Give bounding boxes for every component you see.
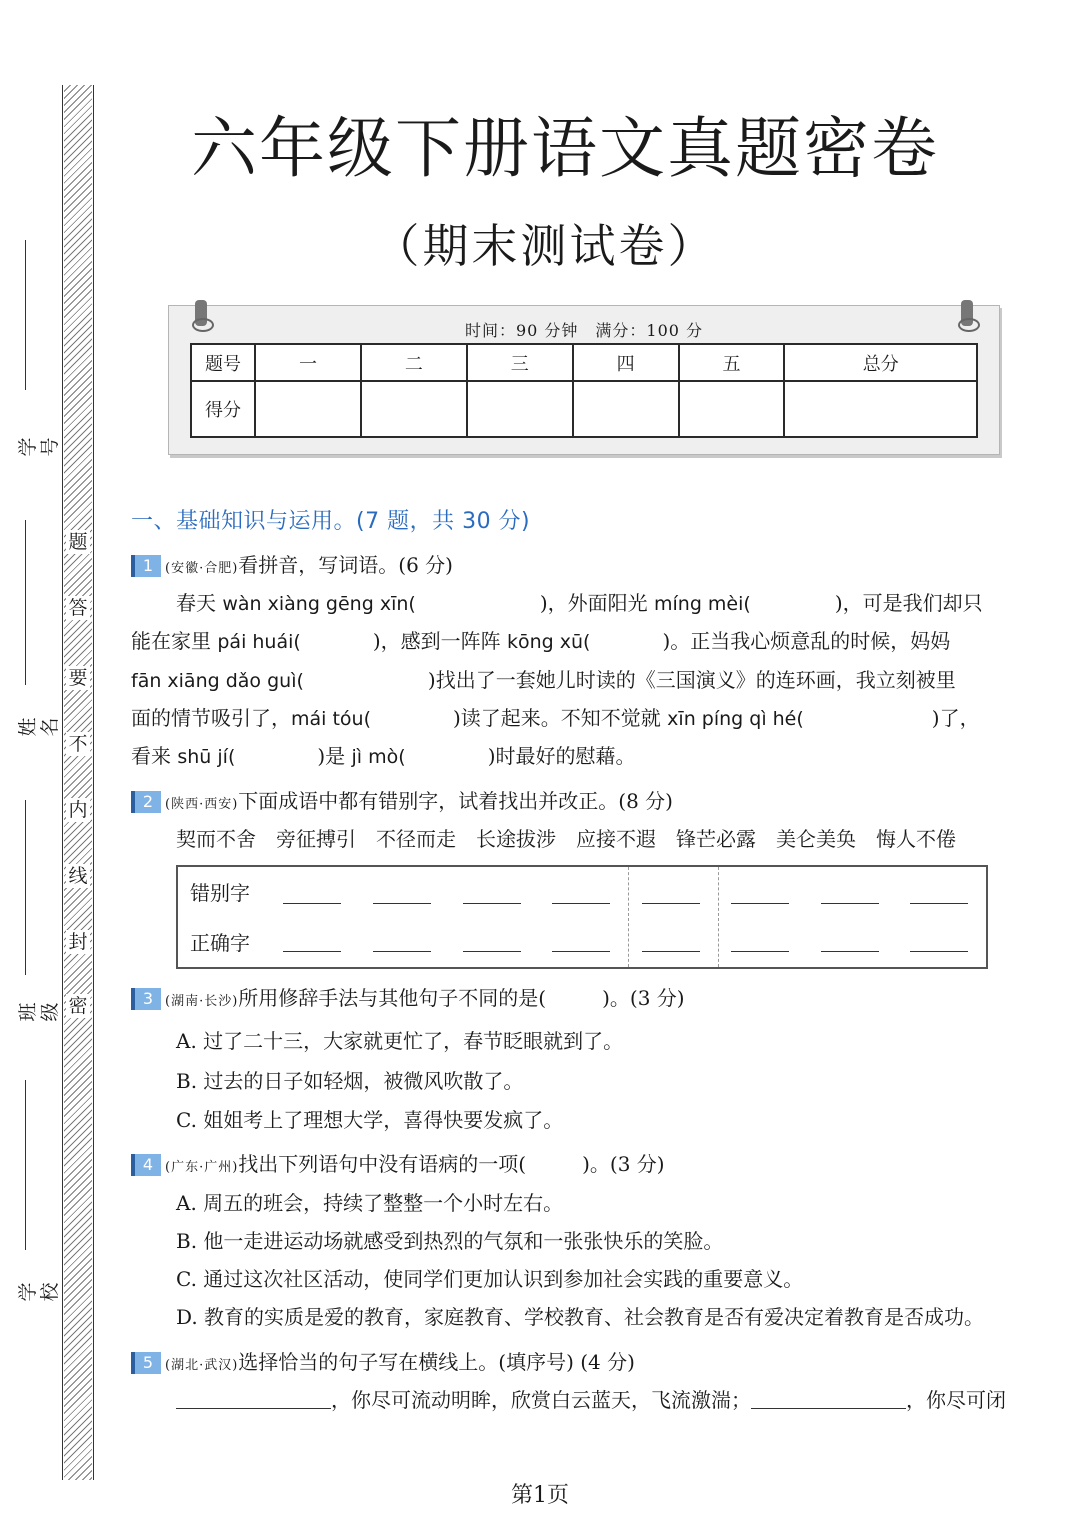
- answer-blank[interactable]: [176, 1388, 331, 1409]
- page-number: 第1页: [511, 1483, 569, 1508]
- binding-line-right: [93, 85, 94, 1480]
- binding-margin: [0, 0, 100, 1527]
- answer-blank[interactable]: [552, 903, 610, 904]
- score-cell[interactable]: [573, 381, 679, 437]
- question-number: 3: [131, 988, 161, 1010]
- time-info: 时间：90 分钟 满分：100 分: [464, 321, 704, 340]
- question-number: 4: [131, 1154, 161, 1176]
- exam-title: 六年级下册语文真题密卷: [191, 110, 939, 187]
- answer-blank[interactable]: [463, 951, 521, 952]
- answer-blank[interactable]: [731, 903, 789, 904]
- question-prompt: 选择恰当的句子写在横线上。(填序号) (4 分): [238, 1350, 635, 1374]
- q3-option-b[interactable]: B. 过去的日子如轻烟，被微风吹散了。: [176, 1069, 524, 1093]
- question-number: 2: [131, 791, 161, 813]
- score-table: [190, 343, 978, 438]
- q2-idioms: 契而不舍 旁征搏引 不径而走 长途拔涉 应接不遐 锋芒必露 美仑美奂 悔人不倦: [176, 827, 956, 851]
- score-cell[interactable]: [467, 381, 573, 437]
- q4-option-b[interactable]: B. 他一走进运动场就感受到热烈的气氛和一张张快乐的笑脸。: [176, 1229, 724, 1253]
- student-id-label: 学号: [17, 437, 61, 457]
- answer-blank[interactable]: [751, 1388, 906, 1409]
- score-header: 三: [467, 344, 573, 381]
- question-source: (陕西·西安): [165, 797, 239, 812]
- question-prompt: 所用修辞手法与其他句子不同的是(: [238, 986, 547, 1010]
- answer-blank[interactable]: [642, 951, 700, 952]
- score-row-label: 得分: [191, 381, 255, 437]
- q1-line-2: 能在家里 pái huái( )，感到一阵阵 kōng xū( )。正当我心烦意乱的时候，妈妈: [131, 629, 951, 653]
- answer-blank[interactable]: [731, 951, 789, 952]
- question-source: (湖北·武汉): [165, 1358, 239, 1373]
- question-3-header: 3 (湖南·长沙)所用修辞手法与其他句子不同的是( )。(3 分): [131, 984, 685, 1016]
- binding-hatch: [64, 85, 92, 1480]
- seal-char: 封: [66, 930, 90, 954]
- typo-answer-table: [176, 865, 988, 969]
- answer-blank[interactable]: [552, 951, 610, 952]
- answer-blank[interactable]: [910, 951, 968, 952]
- q5-sentence: ，你尽可流动明眸，欣赏白云蓝天，飞流激湍； ，你尽可闭: [176, 1386, 1006, 1414]
- answer-blank[interactable]: [821, 903, 879, 904]
- question-1-header: [131, 551, 453, 583]
- score-header: 题号: [191, 344, 255, 381]
- seal-char: 线: [66, 864, 90, 888]
- q4-option-d[interactable]: D. 教育的实质是爱的教育，家庭教育、学校教育、社会教育是否有爱决定着教育是否成功。: [176, 1305, 985, 1329]
- q3-option-c[interactable]: C. 姐姐考上了理想大学，喜得快要发疯了。: [176, 1108, 564, 1132]
- q3-option-a[interactable]: A. 过了二十三，大家就更忙了，春节眨眼就到了。: [176, 1029, 624, 1053]
- score-header: 总分: [784, 344, 977, 381]
- seal-char: 要: [66, 666, 90, 690]
- seal-char: 密: [66, 994, 90, 1018]
- class-label: 班级: [17, 1002, 61, 1022]
- question-prompt: 下面成语中都有错别字，试着找出并改正。(8 分): [238, 789, 673, 813]
- q4-option-a[interactable]: A. 周五的班会，持续了整整一个小时左右。: [176, 1191, 564, 1215]
- score-header: 一: [255, 344, 361, 381]
- q1-line-1: 春天 wàn xiàng gēng xīn( )，外面阳光 míng mèi( )，可是我们却只: [176, 591, 983, 615]
- score-header: 四: [573, 344, 679, 381]
- question-number: 5: [131, 1352, 161, 1374]
- seal-char: 内: [66, 798, 90, 822]
- score-cell[interactable]: [361, 381, 467, 437]
- question-prompt: 找出下列语句中没有语病的一项(: [238, 1152, 527, 1176]
- correct-row-label: 正确字: [190, 931, 250, 955]
- question-2-header: [131, 787, 673, 819]
- question-5-header: [131, 1348, 635, 1380]
- exam-subtitle: （期末测试卷）: [373, 219, 717, 273]
- question-source: (安徽·合肥): [165, 561, 239, 576]
- school-line[interactable]: [25, 1080, 26, 1250]
- class-line[interactable]: [25, 800, 26, 975]
- section-title: 一、基础知识与运用。(7 题，共 30 分): [131, 509, 531, 534]
- q1-line-4: 面的情节吸引了，mái tóu( )读了起来。不知不觉就 xīn píng qì hé( )了，: [131, 706, 980, 730]
- question-prompt: 看拼音，写词语。(6 分): [238, 553, 453, 577]
- name-label: 姓名: [17, 717, 61, 737]
- score-header: 二: [361, 344, 467, 381]
- q1-line-5: 看来 shū jí( )是 jì mò( )时最好的慰藉。: [131, 744, 636, 768]
- student-id-line[interactable]: [25, 240, 26, 390]
- name-line[interactable]: [25, 520, 26, 685]
- seal-char: 答: [66, 596, 90, 620]
- answer-blank[interactable]: [821, 951, 879, 952]
- school-label: 学校: [17, 1282, 61, 1302]
- q4-option-c[interactable]: C. 通过这次社区活动，使同学们更加认识到参加社会实践的重要意义。: [176, 1267, 804, 1291]
- answer-blank[interactable]: [642, 903, 700, 904]
- answer-blank[interactable]: [373, 951, 431, 952]
- answer-blank[interactable]: [910, 903, 968, 904]
- answer-blank[interactable]: [283, 951, 341, 952]
- question-4-header: 4 (广东·广州)找出下列语句中没有语病的一项( )。(3 分): [131, 1150, 665, 1182]
- seal-char: 不: [66, 732, 90, 756]
- seal-char: 题: [66, 530, 90, 554]
- question-source: (湖南·长沙): [165, 994, 239, 1009]
- typo-row-label: 错别字: [190, 881, 250, 905]
- answer-blank[interactable]: [283, 903, 341, 904]
- score-board: [168, 305, 1000, 455]
- question-source: (广东·广州): [165, 1160, 239, 1175]
- answer-blank[interactable]: [463, 903, 521, 904]
- divider: [628, 867, 629, 967]
- score-cell[interactable]: [679, 381, 785, 437]
- score-cell[interactable]: [255, 381, 361, 437]
- question-number: 1: [131, 555, 161, 577]
- answer-blank[interactable]: [373, 903, 431, 904]
- q1-line-3: fān xiāng dǎo guì( )找出了一套她儿时读的《三国演义》的连环画，我立刻被里: [131, 668, 956, 692]
- score-header: 五: [679, 344, 785, 381]
- score-cell[interactable]: [784, 381, 977, 437]
- binding-line-left: [62, 85, 63, 1480]
- divider: [718, 867, 719, 967]
